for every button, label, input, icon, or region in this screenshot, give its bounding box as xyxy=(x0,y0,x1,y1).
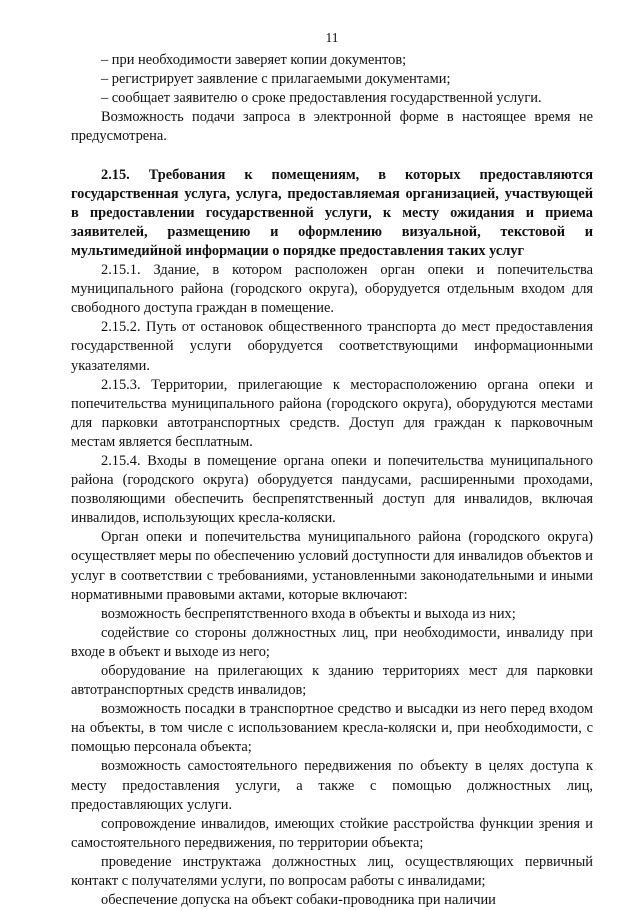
list-item-certify: – при необходимости заверяет копии документов; xyxy=(101,52,407,69)
list-item-briefing: проведение инструктажа должностных лиц, осуществляющих первичный контакт с получателями услуги, по вопросам работы с инвалидами; xyxy=(71,853,593,890)
paragraph-2-15-1: 2.15.1. Здание, в котором расположен орган опеки и попечительства муниципального района (городского округа), оборудуется отдельным входом для свободного доступа граждан в помещение. xyxy=(71,262,593,317)
list-item-movement: возможность самостоятельного передвижения по объекту в целях доступа к месту предоставления услуги, а также с помощью должностных лиц, предоставляющих услуги. xyxy=(71,758,593,813)
paragraph-2-15-2: 2.15.2. Путь от остановок общественного транспорта до мест предоставления государственной услуги оборудуется соответствующими информационными указателями. xyxy=(71,319,593,374)
list-item-escort: сопровождение инвалидов, имеющих стойкие расстройства функции зрения и самостоятельного передвижения, по территории объекта; xyxy=(71,815,593,851)
page-number: 11 xyxy=(325,30,339,45)
list-item-guide-dog: обеспечение допуска на объект собаки-проводника при наличии xyxy=(101,892,496,909)
document-page xyxy=(71,28,593,910)
list-item-staff-assistance: содействие со стороны должностных лиц, при необходимости, инвалиду при входе в объект и выходе из него; xyxy=(71,624,593,660)
list-item-inform: – сообщает заявителю о сроке предоставления государственной услуги. xyxy=(101,90,542,107)
section-heading-2-15: 2.15. Требования к помещениям, в которых предоставляются государственная услуга, услуга, предоставляемая организацией, участвующей в предоставлении государственной услуги, к месту ожидания и приема заявителей, размещению и оформлению визуальной, текстовой и мультимедийной информации о порядке предоставления таких услуг xyxy=(71,166,593,259)
paragraph-2-15-4: 2.15.4. Входы в помещение органа опеки и попечительства муниципального района (городского округа) оборудуется пандусами, расширенными проходами, позволяющими обеспечить беспрепятственный доступ для инвалидов, включая инвалидов, использующих кресла-коляски. xyxy=(71,452,593,527)
paragraph-2-15-3: 2.15.3. Территории, прилегающие к месторасположению органа опеки и попечительства муниципального района (городского округа), оборудуются местами для парковки автотранспортных средств. Доступ для граждан к парковочным местам является бесплатным. xyxy=(71,376,593,450)
list-item-register: – регистрирует заявление с прилагаемыми документами; xyxy=(101,71,451,88)
list-item-entry-exit: возможность беспрепятственного входа в объекты и выхода из них; xyxy=(101,605,516,622)
list-item-boarding: возможность посадки в транспортное средство и высадки из него перед входом на объекты, в том числе с использованием кресла-коляски и, при необходимости, с помощью персонала объекта; xyxy=(71,701,593,756)
list-item-parking: оборудование на прилегающих к зданию территориях мест для парковки автотранспортных средств инвалидов; xyxy=(71,663,593,699)
paragraph-accessibility-measures: Орган опеки и попечительства муниципального района (городского округа) осуществляет меры по обеспечению условий доступности для инвалидов объектов и услуг в соответствии с требованиями, установленными законодательными и иными нормативными правовыми актами, которые включают: xyxy=(71,529,593,603)
paragraph-electronic-request: Возможность подачи запроса в электронной форме в настоящее время не предусмотрена. xyxy=(71,109,593,145)
